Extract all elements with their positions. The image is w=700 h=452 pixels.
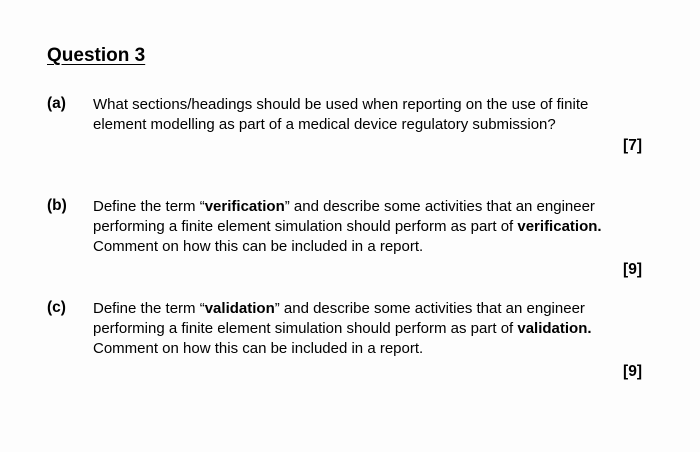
part-b-marks: [9] — [623, 261, 642, 278]
part-c-text-middle: ” and describe some activities that an engineer performing a finite element simulation should perform as part of — [93, 300, 585, 337]
question-part-b — [47, 197, 647, 287]
question-title: Question 3 — [47, 45, 146, 66]
question-part-c — [47, 299, 647, 389]
part-c-label: (c) — [47, 299, 66, 316]
part-b-text — [93, 197, 628, 257]
part-b-text-end: Comment on how this can be included in a report. — [93, 238, 424, 255]
part-b-term-end: verification. — [517, 218, 602, 235]
part-b-text-middle: ” and describe some activities that an engineer performing a finite element simulation should perform as part of — [93, 198, 595, 235]
part-c-term-end: validation. — [517, 320, 592, 337]
part-b-term: verification — [204, 198, 285, 215]
part-c-text-end: Comment on how this can be included in a report. — [93, 340, 424, 357]
part-c-term: validation — [204, 300, 275, 317]
part-a-marks: [7] — [623, 137, 642, 154]
part-c-text — [93, 299, 628, 359]
part-b-text-start: Define the term “ — [93, 198, 205, 215]
question-part-a — [47, 95, 647, 185]
part-c-marks: [9] — [623, 363, 642, 380]
part-c-text-start: Define the term “ — [93, 300, 205, 317]
part-b-label: (b) — [47, 197, 67, 214]
part-a-label: (a) — [47, 95, 66, 112]
part-a-text: What sections/headings should be used when reporting on the use of finite element modelling as part of a medical device regulatory submission? — [93, 96, 589, 133]
